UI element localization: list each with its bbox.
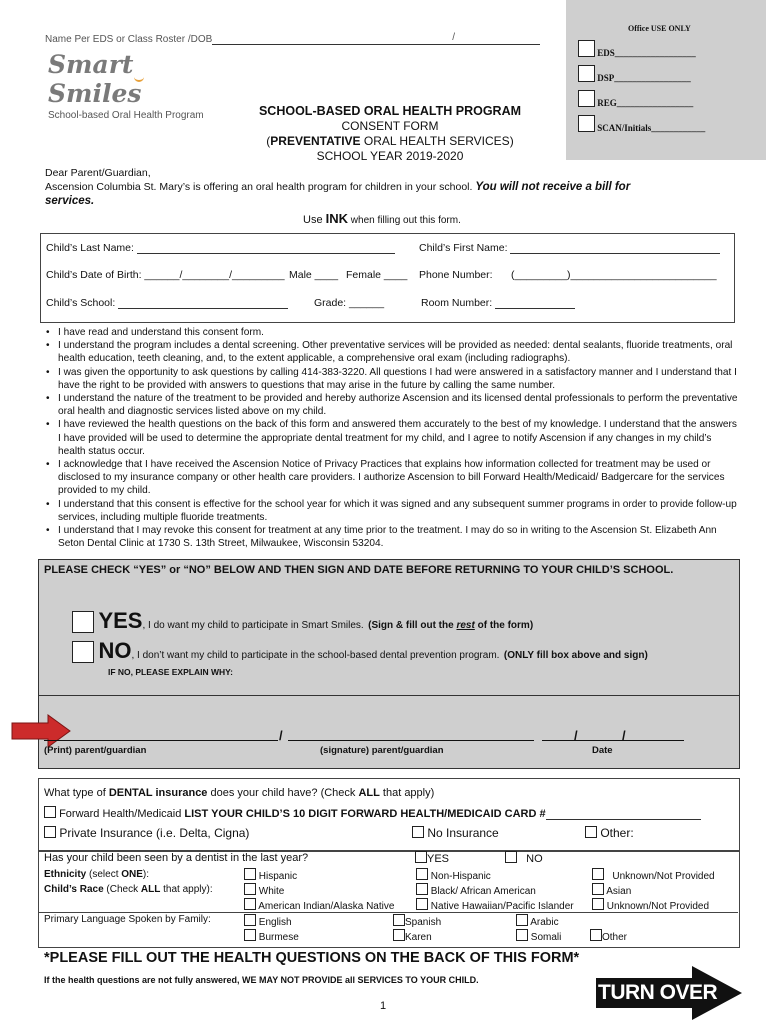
grade-field[interactable]: Grade: ______ — [314, 297, 385, 309]
explain-label: IF NO, PLEASE EXPLAIN WHY: — [108, 667, 233, 677]
spanish-label: Spanish — [405, 917, 442, 928]
burmese-label: Burmese — [258, 932, 299, 943]
black-label: Black/ African American — [430, 886, 536, 897]
spanish-checkbox[interactable] — [393, 914, 405, 926]
dentist-no-checkbox[interactable] — [505, 851, 517, 863]
female-field[interactable]: Female ____ — [346, 269, 408, 281]
other-language-checkbox[interactable] — [590, 929, 602, 941]
consent-box — [38, 559, 740, 769]
no-label: NO — [98, 638, 132, 663]
eds-field[interactable]: EDS__________________ — [597, 48, 696, 58]
bullet-item: • I understand that I may revoke this consent for treatment at any time prior to the treatment. I may do so in writing to the Ascension St. Elizabeth Ann Seton Dental Clinic at 1730 S. 13th Street, Milwaukee, Wisconsin 53204. — [58, 524, 740, 550]
form-subtitle: CONSENT FORM — [341, 119, 439, 133]
greeting: Dear Parent/Guardian, — [45, 167, 151, 179]
first-name-field[interactable] — [510, 253, 720, 254]
bullet-item: • I understand the nature of the treatment to be provided and hereby authorize Ascension and its licensed dental professionals to perform the preventative oral health and diagnostic services listed above on my child. — [58, 392, 740, 418]
date-field[interactable] — [542, 740, 684, 741]
office-use-box — [566, 0, 766, 160]
hispanic-checkbox[interactable] — [244, 868, 256, 880]
ink-instruction: Use INK when filling out this form. — [303, 211, 461, 226]
native-american-label: American Indian/Alaska Native — [258, 901, 395, 912]
signature-label: (signature) parent/guardian — [320, 745, 444, 756]
hispanic-label: Hispanic — [258, 871, 298, 882]
office-use-title: Office USE ONLY — [628, 24, 691, 33]
intro-bold-services: services. — [45, 195, 95, 207]
intro-text: Ascension Columbia St. Mary’s is offering an oral health program for children in your school. You will not receive a bill for — [45, 181, 631, 193]
phone-field[interactable]: (_________)_________________________ — [511, 269, 717, 281]
race-unknown-checkbox[interactable] — [592, 898, 604, 910]
last-name-field[interactable] — [137, 253, 395, 254]
footer-title: *PLEASE FILL OUT THE HEALTH QUESTIONS ON THE BACK OF THIS FORM* — [44, 950, 580, 966]
room-field[interactable] — [495, 308, 575, 309]
karen-checkbox[interactable] — [393, 929, 405, 941]
hawaiian-label: Native Hawaiian/Pacific Islander — [430, 901, 574, 912]
asian-checkbox[interactable] — [592, 883, 604, 895]
male-field[interactable]: Male ____ — [289, 269, 339, 281]
yes-checkbox[interactable] — [72, 611, 94, 633]
consent-bullets — [40, 326, 740, 550]
bullet-item: • I understand that this consent is effective for the school year for which it was signed and any subsequent summer programs in order to provide follow-up services, including multiple fluoride treatments. — [58, 498, 740, 524]
no-insurance-checkbox[interactable] — [412, 826, 424, 838]
dentist-question: Has your child been seen by a dentist in the last year? — [44, 852, 309, 864]
forward-health-checkbox[interactable] — [44, 806, 56, 818]
consent-instruction: PLEASE CHECK “YES” or “NO” BELOW AND THEN SIGN AND DATE BEFORE RETURNING TO YOUR CHILD’S SCHOOL. — [44, 564, 674, 576]
bullet-item: • I have read and understand this consent form. — [58, 326, 740, 339]
phone-label: Phone Number: — [419, 269, 493, 281]
reg-checkbox[interactable] — [578, 90, 595, 107]
bullet-item: • I was given the opportunity to ask questions by calling 414-383-3220. All questions I had were answered in a satisfactory manner and I understand that I have the right to be provided with answers to questions that may arise in the future by calling the same number. — [58, 366, 740, 392]
other-insurance-label: Other: — [600, 826, 634, 840]
school-label: Child’s School: — [46, 297, 116, 309]
ethnicity-label: Ethnicity (select ONE): — [44, 869, 150, 880]
no-insurance-label: No Insurance — [427, 826, 499, 840]
scan-checkbox[interactable] — [578, 115, 595, 132]
page-number: 1 — [380, 1000, 387, 1012]
forward-health-label: Forward Health/Medicaid LIST YOUR CHILD’S 10 DIGIT FORWARD HEALTH/MEDICAID CARD # — [59, 808, 546, 820]
school-year: SCHOOL YEAR 2019-2020 — [316, 149, 464, 163]
arabic-checkbox[interactable] — [516, 914, 528, 926]
english-label: English — [258, 917, 292, 928]
native-american-checkbox[interactable] — [244, 898, 256, 910]
private-insurance-label: Private Insurance (i.e. Delta, Cigna) — [59, 826, 250, 840]
smart-smiles-logo — [48, 50, 228, 121]
room-label: Room Number: — [421, 297, 493, 309]
bullet-item: • I acknowledge that I have received the Ascension Notice of Privacy Practices that explains how information collected for treatment may be used or disclosed to my insurance company or other health care providers. I authorize Ascension to bill Forward Health/Medicaid/ Badgercare for the services provided to my child. — [58, 458, 740, 498]
other-language-label: Other — [602, 932, 628, 943]
bullet-item: • I have reviewed the health questions on the back of this form and answered them accurately to the best of my knowledge. I understand that the answers I have provided will be used to determine the appropriate dental treatment for my child, and I agree to notify Ascension if any changes in my child’s health status occur. — [58, 418, 740, 458]
other-insurance-checkbox[interactable] — [585, 826, 597, 838]
no-checkbox[interactable] — [72, 641, 94, 663]
turn-over-label: TURN OVER — [598, 981, 718, 1004]
dentist-yes-checkbox[interactable] — [415, 851, 427, 863]
logo-subtitle: School-based Oral Health Program — [48, 110, 204, 121]
logo-text: Smart Smiles — [48, 50, 142, 108]
non-hispanic-label: Non-Hispanic — [430, 871, 491, 882]
burmese-checkbox[interactable] — [244, 929, 256, 941]
turn-over-arrow — [596, 966, 746, 1020]
dsp-checkbox[interactable] — [578, 65, 595, 82]
race-unknown-label: Unknown/Not Provided — [606, 901, 710, 912]
medicaid-number-field[interactable] — [546, 819, 701, 820]
eds-checkbox[interactable] — [578, 40, 595, 57]
private-insurance-checkbox[interactable] — [44, 826, 56, 838]
asian-label: Asian — [606, 886, 632, 897]
footer-note: If the health questions are not fully answered, WE MAY NOT PROVIDE all SERVICES TO YOUR CHILD. — [44, 975, 479, 985]
white-checkbox[interactable] — [244, 883, 256, 895]
arabic-label: Arabic — [530, 917, 559, 928]
print-name-field[interactable] — [44, 740, 278, 741]
dentist-no-label: NO — [526, 853, 543, 865]
somali-label: Somali — [530, 932, 562, 943]
name-per-eds-label: Name Per EDS or Class Roster /DOB — [45, 34, 213, 45]
reg-field[interactable]: REG_________________ — [597, 98, 694, 108]
dob-field[interactable]: Child’s Date of Birth: ______/________/_________ — [46, 269, 285, 281]
somali-checkbox[interactable] — [516, 929, 528, 941]
scan-field[interactable]: SCAN/Initials____________ — [597, 123, 706, 133]
form-title: SCHOOL-BASED ORAL HEALTH PROGRAM — [258, 104, 522, 118]
date-label: Date — [592, 745, 613, 756]
karen-label: Karen — [405, 932, 432, 943]
yes-label: YES — [98, 608, 143, 633]
race-label: Child’s Race (Check ALL that apply): — [44, 884, 213, 895]
form-type: (PREVENTATIVE ORAL HEALTH SERVICES) — [266, 134, 514, 148]
last-name-label: Child’s Last Name: — [46, 242, 134, 254]
signature-field[interactable] — [288, 740, 534, 741]
white-label: White — [258, 886, 285, 897]
language-label: Primary Language Spoken by Family: — [44, 914, 211, 925]
insurance-question: What type of DENTAL insurance does your child have? (Check ALL that apply) — [44, 787, 435, 799]
bullet-item: • I understand the program includes a dental screening. Other preventative services will be provided as needed: dental sealants, fluoride treatments, oral health education, teeth cleaning, and, to the extent applicable, a comprehensive oral exam (including radiographs). — [58, 339, 740, 365]
name-dob-field[interactable]: / — [212, 34, 540, 45]
non-hispanic-checkbox[interactable] — [416, 868, 428, 880]
hawaiian-checkbox[interactable] — [416, 898, 428, 910]
dsp-field[interactable]: DSP_________________ — [597, 73, 691, 83]
ethnicity-unknown-checkbox[interactable] — [592, 868, 604, 880]
print-label: (Print) parent/guardian — [44, 745, 147, 756]
first-name-label: Child’s First Name: — [419, 242, 508, 254]
school-field[interactable] — [118, 308, 288, 309]
dentist-yes-label: YES — [427, 853, 450, 865]
english-checkbox[interactable] — [244, 914, 256, 926]
black-checkbox[interactable] — [416, 883, 428, 895]
ethnicity-unknown-label: Unknown/Not Provided — [612, 871, 715, 882]
red-arrow-icon — [10, 713, 72, 749]
